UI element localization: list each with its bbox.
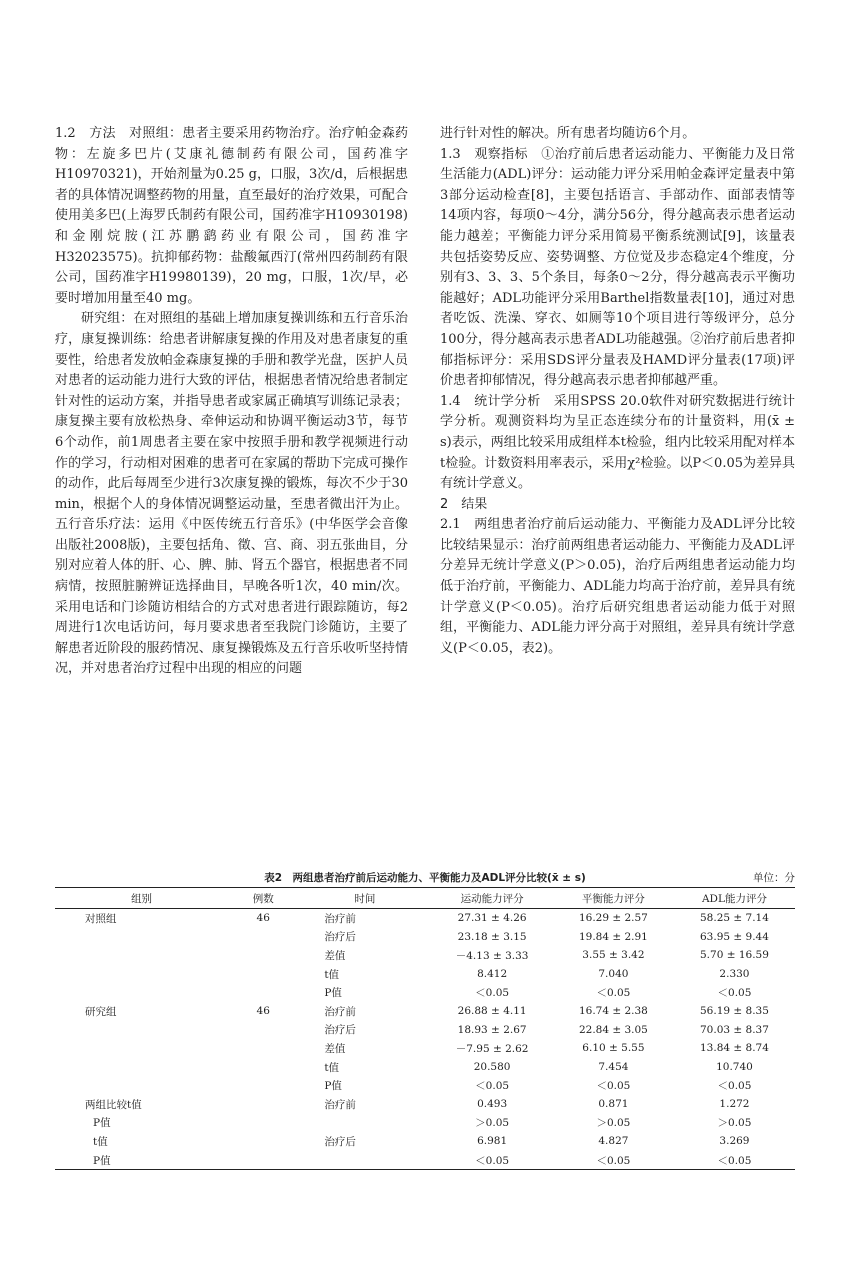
- cell-adl: ＜0.05: [717, 1080, 752, 1093]
- header-time: 时间: [354, 892, 376, 905]
- cell-motor: 0.493: [477, 1098, 508, 1111]
- cell-time: t值: [324, 1061, 340, 1074]
- cell-group: [55, 983, 228, 1002]
- cell-time: t值: [324, 968, 340, 981]
- cell-adl: 56.19 ± 8.35: [700, 1005, 769, 1018]
- cell-balance: 4.827: [598, 1135, 629, 1148]
- header-group: 组别: [131, 892, 153, 905]
- cell-time: 治疗后: [324, 1135, 356, 1148]
- cell-adl: 3.269: [719, 1135, 750, 1148]
- cell-group: [55, 1058, 228, 1077]
- left-text-column: [55, 124, 408, 680]
- cell-balance: ＜0.05: [596, 987, 631, 1000]
- paragraph-methods-study: 研究组：在对照组的基础上增加康复操训练和五行音乐治疗，康复操训练：给患者讲解康复操的作用及对患者康复的重要性，给患者发放帕金森康复操的手册和教学光盘，医护人员对患者的运动能力进行大致的评估，根据患者情况给患者制定针对性的运动方案，并指导患者或家属正确填写训练记录表；康复操主要有放松热身、牵伸运动和协调平衡运动3节，每节6个动作，前1周患者主要在家中按照手册和教学视频进行动作的学习，行动相对困难的患者可在家属的帮助下完成可操作的动作，此后每周至少进行3次康复操的锻炼，每次不少于30 min，根据个人的身体情况调整运动量，至患者微出汗为止。五行音乐疗法：运用《中医传统五行音乐》(中华医学会音像出版社2008版)，主要包括角、徵、宫、商、羽五张曲目，分别对应着人体的肝、心、脾、肺、肾五个器官，根据患者不同病情，按照脏腑辨证选择曲目，早晚各听1次，40 min/次。采用电话和门诊随访相结合的方式对患者进行跟踪随访，每2周进行1次电话访问，每月要求患者至我院门诊随访，主要了解患者近阶段的服药情况、康复操锻炼及五行音乐收听坚持情况，并对患者治疗过程中出现的相应的问题: [55, 311, 408, 677]
- table-row: [55, 1039, 795, 1058]
- cell-motor: 27.31 ± 4.26: [457, 912, 527, 925]
- cell-adl: ＜0.05: [717, 1154, 752, 1167]
- table-row: [55, 1058, 795, 1077]
- cell-count: [228, 1151, 298, 1170]
- cell-balance: 16.74 ± 2.38: [578, 1005, 648, 1018]
- cell-time: 治疗前: [324, 1098, 356, 1111]
- cell-motor: ＜0.05: [475, 1080, 510, 1093]
- table-row: [55, 1151, 795, 1170]
- cell-count: 46: [256, 912, 270, 925]
- cell-group: [55, 1076, 228, 1095]
- cell-motor: ＜0.05: [475, 1154, 510, 1167]
- paragraph-methods-control: 1.2 方法 对照组：患者主要采用药物治疗。治疗帕金森药物：左旋多巴片(艾康礼德制药有限公司，国药准字H10970321)，开始剂量为0.25 g，口服，3次/d，后根据患者的具体情况调整药物的用量，直至最好的治疗效果，可配合使用美多巴(上海罗氏制药有限公司，国药准字H10930198)和金刚烷胺(江苏鹏鹞药业有限公司，国药准字H32023575)。抗抑郁药物：盐酸氟西汀(常州四药制药有限公司，国药准字H19980139)，20 mg，口服，1次/早，必要时增加用量至40 mg。: [55, 126, 408, 306]
- cell-adl: ＞0.05: [717, 1117, 752, 1130]
- cell-count: [228, 1021, 298, 1040]
- cell-count: [228, 1039, 298, 1058]
- cell-group: t值: [93, 1135, 108, 1148]
- cell-adl: 63.95 ± 9.44: [700, 930, 769, 943]
- paragraph-observation-indicators: 1.3 观察指标 ①治疗前后患者运动能力、平衡能力及日常生活能力(ADL)评分：运动能力评分采用帕金森评定量表中第3部分运动检查[8]，主要包括语言、手部动作、面部表情等14项内容，每项0～4分，满分56分，得分越高表示患者运动能力越差；平衡能力评分采用简易平衡系统测试[9]，该量表共包括姿势反应、姿势调整、方位觉及步态稳定4个维度，分别有3、3、3、5个条目，每条0～2分，得分越高表示平衡功能越好；ADL功能评分采用Barthel指数量表[10]，通过对患者吃饭、洗澡、穿衣、如厕等10个项目进行等级评分，总分100分，得分越高表示患者ADL功能越强。②治疗前后患者抑郁指标评分：采用SDS评分量表及HAMD评分量表(17项)评价患者抑郁情况，得分越高表示患者抑郁越严重。: [440, 146, 795, 389]
- table-row: [55, 965, 795, 984]
- table-caption: [55, 870, 795, 885]
- results-table: [55, 887, 795, 1170]
- cell-count: [228, 1095, 298, 1114]
- cell-adl: 13.84 ± 8.74: [700, 1042, 769, 1055]
- cell-group: P值: [93, 1154, 111, 1167]
- cell-count: [228, 965, 298, 984]
- cell-count: [228, 1076, 298, 1095]
- cell-adl: 10.740: [716, 1061, 753, 1074]
- cell-adl: 2.330: [719, 968, 750, 981]
- cell-count: 46: [256, 1005, 270, 1018]
- cell-group: P值: [93, 1117, 111, 1130]
- table-row: [55, 1132, 795, 1151]
- cell-count: [228, 946, 298, 965]
- cell-balance: 16.29 ± 2.57: [578, 912, 648, 925]
- cell-motor: 23.18 ± 3.15: [457, 930, 527, 943]
- cell-count: [228, 1058, 298, 1077]
- cell-balance: ＜0.05: [596, 1154, 631, 1167]
- cell-balance: 0.871: [598, 1098, 629, 1111]
- table-row: [55, 1076, 795, 1095]
- cell-group: 两组比较t值: [85, 1098, 142, 1111]
- cell-time: 治疗后: [324, 1024, 356, 1037]
- cell-adl: 58.25 ± 7.14: [700, 912, 769, 925]
- cell-motor: 6.981: [477, 1135, 508, 1148]
- cell-balance: 7.040: [598, 968, 629, 981]
- cell-adl: 5.70 ± 16.59: [700, 949, 769, 962]
- cell-adl: 1.272: [719, 1098, 750, 1111]
- paragraph-statistics: 1.4 统计学分析 采用SPSS 20.0软件对研究数据进行统计学分析。观测资料均为呈正态连续分布的计量资料，用(x̄ ± s)表示，两组比较采用成组样本t检验，组内比较采用配对样本t检验。计数资料用率表示，采用χ²检验。以P＜0.05为差异具有统计学意义。: [440, 393, 796, 492]
- cell-count: [228, 1132, 298, 1151]
- cell-balance: 19.84 ± 2.91: [578, 930, 648, 943]
- table-row: [55, 909, 795, 928]
- table-body: [55, 909, 795, 1170]
- cell-time: 治疗前: [324, 1005, 356, 1018]
- cell-motor: 18.93 ± 2.67: [457, 1023, 527, 1036]
- table-row: [55, 928, 795, 947]
- cell-count: [228, 928, 298, 947]
- cell-motor: 26.88 ± 4.11: [457, 1005, 527, 1018]
- cell-balance: 7.454: [598, 1061, 629, 1074]
- header-balance-score: 平衡能力评分: [581, 892, 645, 905]
- cell-group: [55, 1039, 228, 1058]
- cell-adl: ＜0.05: [717, 987, 752, 1000]
- cell-balance: ＞0.05: [596, 1117, 631, 1130]
- cell-balance: 6.10 ± 5.55: [582, 1042, 645, 1055]
- cell-motor: 20.580: [473, 1061, 511, 1074]
- table-title: 表2 两组患者治疗前后运动能力、平衡能力及ADL评分比较(x̄ ± s): [264, 872, 586, 884]
- cell-time: [298, 1114, 431, 1133]
- cell-balance: 22.84 ± 3.05: [578, 1023, 648, 1036]
- cell-time: 治疗后: [324, 931, 356, 944]
- cell-time: 差值: [324, 1042, 346, 1055]
- cell-adl: 70.03 ± 8.37: [700, 1023, 769, 1036]
- cell-time: P值: [324, 987, 342, 1000]
- table-header-row: [55, 888, 795, 909]
- cell-group: [55, 946, 228, 965]
- cell-group: [55, 928, 228, 947]
- section-heading-results: 2 结果: [440, 496, 488, 512]
- cell-motor: －4.13 ± 3.33: [455, 949, 529, 962]
- cell-time: P值: [324, 1080, 342, 1093]
- cell-group: [55, 965, 228, 984]
- cell-time: 治疗前: [324, 912, 356, 925]
- cell-balance: ＜0.05: [596, 1080, 631, 1093]
- table-row: [55, 1021, 795, 1040]
- cell-time: 差值: [324, 949, 346, 962]
- cell-time: [298, 1151, 431, 1170]
- cell-group: [55, 1021, 228, 1040]
- cell-motor: 8.412: [477, 968, 508, 981]
- header-motor-score: 运动能力评分: [460, 892, 524, 905]
- table-row: [55, 983, 795, 1002]
- cell-motor: ＜0.05: [475, 987, 510, 1000]
- table-row: [55, 1095, 795, 1114]
- cell-balance: 3.55 ± 3.42: [582, 949, 645, 962]
- header-count: 例数: [252, 892, 274, 905]
- paragraph-results-comparison: 2.1 两组患者治疗前后运动能力、平衡能力及ADL评分比较 比较结果显示：治疗前两组患者运动能力、平衡能力及ADL评分差异无统计学意义(P＞0.05)，治疗后两组患者运动能力均低于治疗前，平衡能力、ADL能力均高于治疗前，差异具有统计学意义(P＜0.05)。治疗后研究组患者运动能力低于对照组，平衡能力、ADL能力评分高于对照组，差异具有统计学意义(P＜0.05，表2)。: [440, 517, 809, 656]
- cell-count: [228, 1114, 298, 1133]
- cell-count: [228, 983, 298, 1002]
- cell-motor: ＞0.05: [475, 1117, 510, 1130]
- header-adl-score: ADL能力评分: [701, 892, 767, 905]
- table-row: [55, 1002, 795, 1021]
- table-unit: 单位：分: [753, 872, 795, 884]
- cell-motor: －7.95 ± 2.62: [455, 1042, 529, 1055]
- right-text-column: [440, 124, 809, 659]
- table-row: [55, 1114, 795, 1133]
- cell-group: 研究组: [85, 1005, 117, 1018]
- table-row: [55, 946, 795, 965]
- paragraph-followup: 进行针对性的解决。所有患者均随访6个月。: [440, 126, 696, 141]
- cell-group: 对照组: [85, 912, 117, 925]
